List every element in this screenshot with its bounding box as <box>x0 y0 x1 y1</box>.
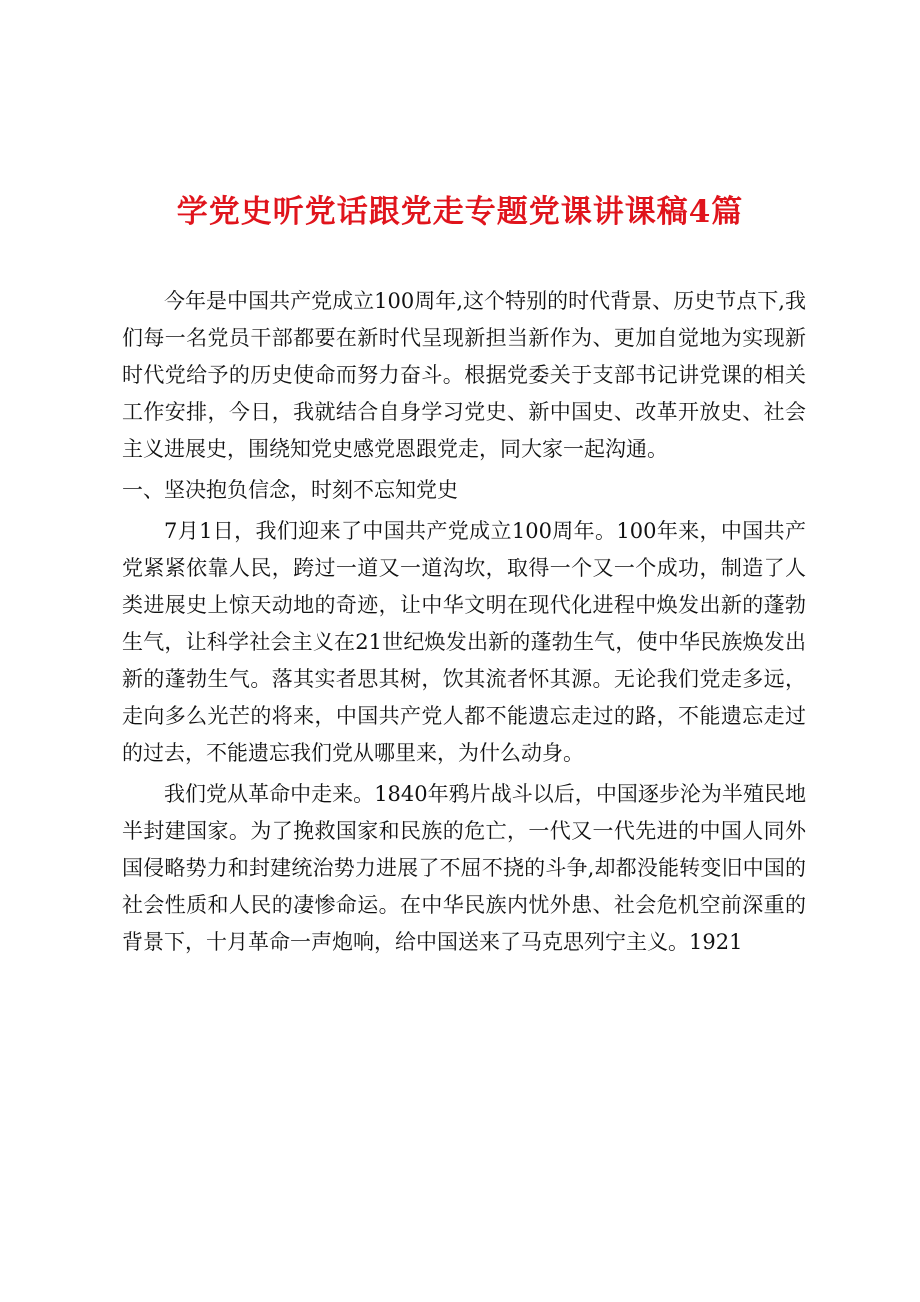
paragraph-intro: 今年是中国共产党成立100周年,这个特别的时代背景、历史节点下,我们每一名党员干部都要在新时代呈现新担当新作为、更加自觉地为实现新时代党给予的历史使命而努力奋斗。根据党委关于支部书记讲党课的相关工作安排，今日，我就结合自身学习党史、新中国史、改革开放史、社会主义进展史，围绕知党史感党恩跟党走，同大家一起沟通。 <box>122 289 806 461</box>
paragraph-revolution: 我们党从革命中走来。1840年鸦片战斗以后，中国逐步沦为半殖民地半封建国家。为了挽救国家和民族的危亡，一代又一代先进的中国人同外国侵略势力和封建统治势力进展了不屈不挠的斗争,却都没能转变旧中国的社会性质和人民的凄惨命运。在中华民族内忧外患、社会危机空前深重的背景下，十月革命一声炮响，给中国送来了马克思列宁主义。1921 <box>122 782 806 954</box>
section-heading: 一、坚决抱负信念，时刻不忘知党史 <box>122 478 458 502</box>
document-body <box>122 283 806 965</box>
paragraph-history: 7月1日，我们迎来了中国共产党成立100周年。100年来，中国共产党紧紧依靠人民，跨过一道又一道沟坎，取得一个又一个成功，制造了人类进展史上惊天动地的奇迹，让中华文明在现代化进程中焕发出新的蓬勃生气，让科学社会主义在21世纪焕发出新的蓬勃生气，使中华民族焕发出新的蓬勃生气。落其实者思其树，饮其流者怀其源。无论我们党走多远，走向多么光芒的将来，中国共产党人都不能遗忘走过的路，不能遗忘走过的过去，不能遗忘我们党从哪里来，为什么动身。 <box>122 519 806 765</box>
document-title: 学党史听党话跟党走专题党课讲课稿4篇 <box>176 194 744 230</box>
